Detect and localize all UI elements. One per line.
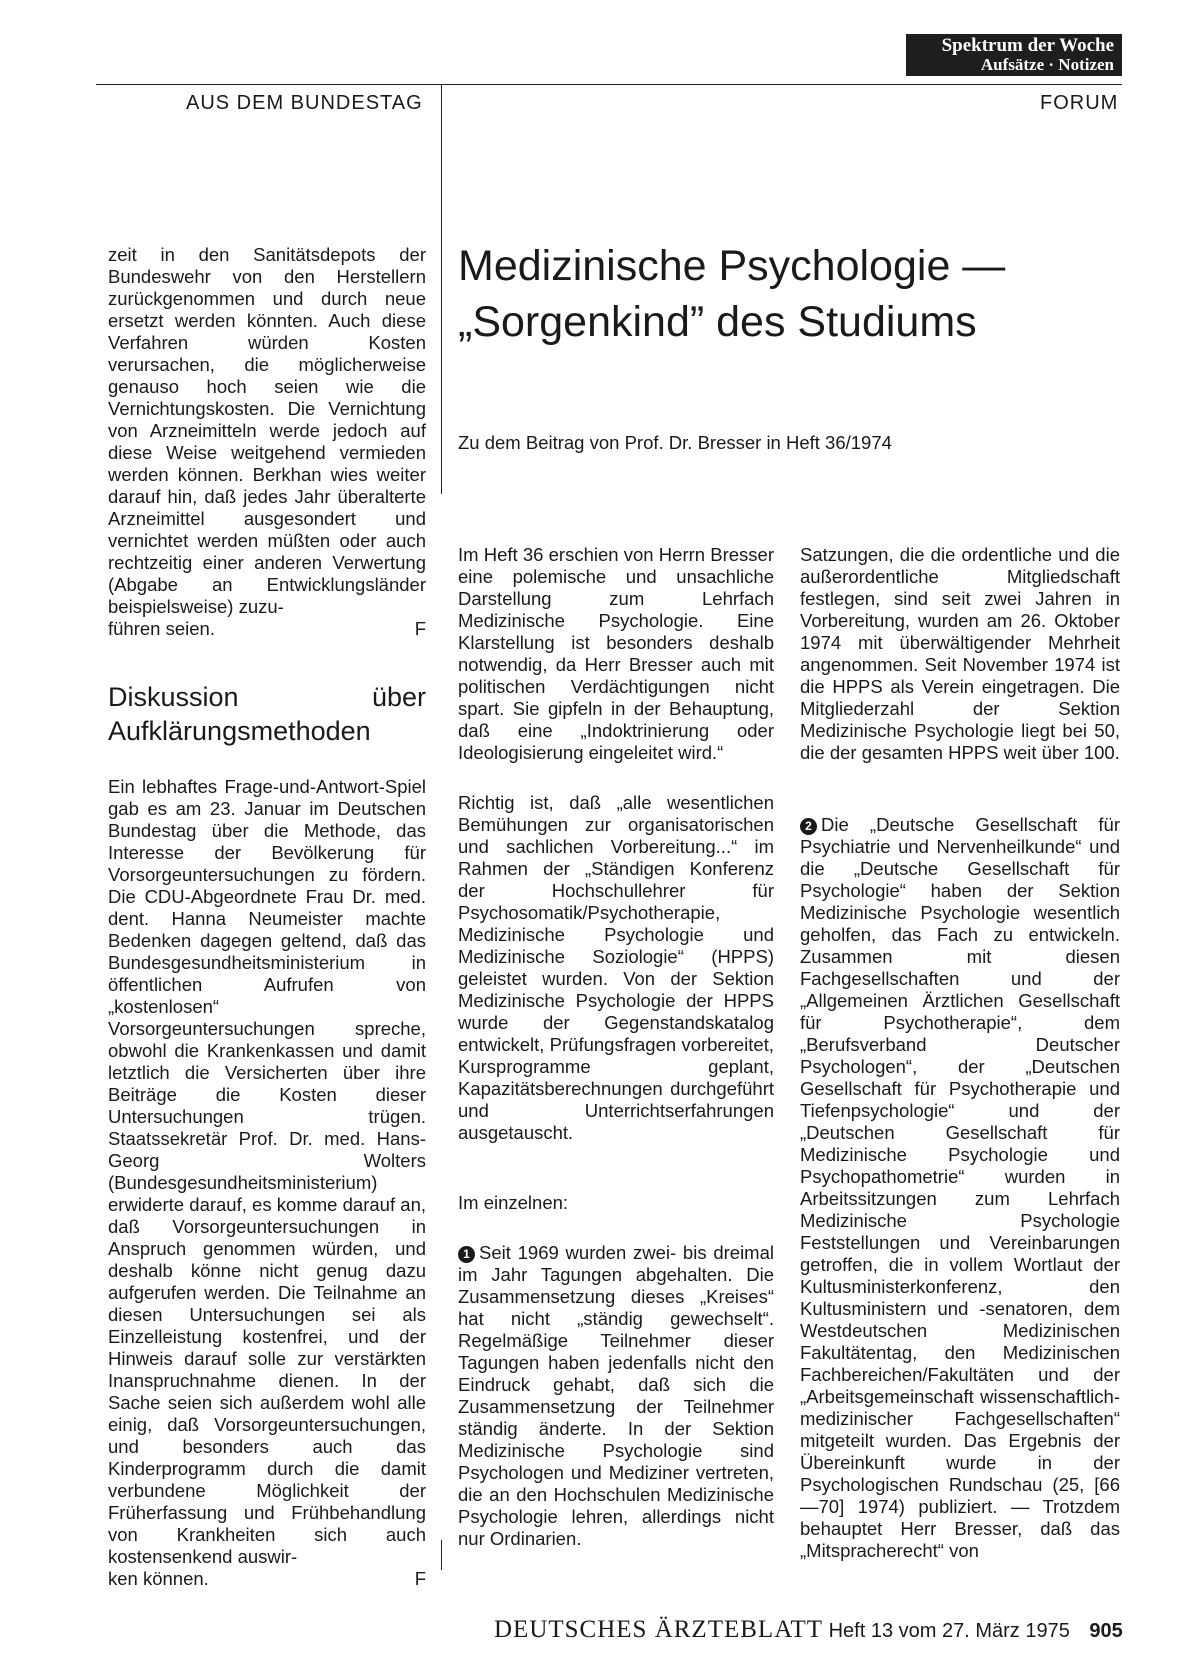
header-rule-left [96, 84, 442, 85]
middle-paragraph-4 [458, 1242, 774, 1550]
middle-paragraph-3: Im einzelnen: [458, 1192, 569, 1213]
middle-paragraph-2: Richtig ist, daß „alle wesentlichen Bemühungen zur organisatorischen und sachlichen Vorbereitung...“ im Rahmen der „Ständigen Konferenz der Hochschullehrer für Psychosomatik/Psychotherapie, Medizinische Psychologie und Medizinische Soziologie“ (HPPS) geleistet wurden. Von der Sektion Medizinische Psychologie der HPPS wurde der Gegenstandskatalog entwickelt, Prüfungsfragen vorbereitet, Kursprogramme geplant, Kapazitätsberechnungen durchgeführt und Unterrichtserfahrungen ausgetauscht. [458, 792, 774, 1143]
left-paragraph-1-end [108, 618, 426, 640]
article-subtitle: Zu dem Beitrag von Prof. Dr. Bresser in Heft 36/1974 [458, 432, 892, 453]
middle-paragraph-4-text: Seit 1969 wurden zwei- bis dreimal im Jahr Tagungen abgehalten. Die Zusammensetzung dieses „Kreises“ hat nicht „ständig gewechselt“. Regelmäßige Teilnehmer dieser Tagungen haben jedenfalls nicht den Eindruck gehabt, daß sich die Zusammensetzung der Teilnehmer ständig änderte. In der Sektion Medizinische Psychologie sind Psychologen und Mediziner vertreten, die an den Hochschulen Medizinische Psychologie lehren, allerdings nicht nur Ordinarien. [458, 1242, 774, 1549]
point-1-marker: 1 [458, 1246, 475, 1263]
article-title [458, 238, 1098, 350]
header-rule-right [441, 84, 1122, 85]
middle-column [458, 544, 774, 1550]
section-label-right: FORUM [1040, 92, 1119, 114]
badge-line-1: Spektrum der Woche [941, 35, 1114, 56]
page-number: 905 [1089, 1620, 1123, 1642]
issue-info: Heft 13 vom 27. März 1975 [828, 1620, 1070, 1642]
right-paragraph-1: Satzungen, die die ordentliche und die außerordentliche Mitgliedschaft festlegen, sind seit zwei Jahren in Vorbereitung, wurden am 26. Oktober 1974 mit überwältigender Mehrheit angenommen. Seit November 1974 ist die HPPS als Verein eingetragen. Die Mitgliederzahl der Sektion Medizinische Psychologie liegt bei 50, die der gesamten HPPS weit über 100. [800, 544, 1120, 763]
right-column [800, 544, 1120, 1562]
middle-paragraph-1: Im Heft 36 erschien von Herrn Bresser eine polemische und unsachliche Darstellung zum Lehrfach Medizinische Psychologie. Eine Klarstellung ist besonders deshalb notwendig, da Herr Bresser auch mit politischen Verdächtigungen nicht spart. Sie gipfeln in der Behauptung, daß eine „Indoktrinierung oder Ideologisierung eingeleitet wird.“ [458, 544, 774, 763]
section-label-left: AUS DEM BUNDESTAG [186, 92, 423, 114]
column-divider [441, 84, 442, 494]
left-paragraph-1: zeit in den Sanitätsdepots der Bundeswehr von den Herstellern zurückgenommen und durch neue ersetzt werden könnten. Auch diese Verfahren würden Kosten verursachen, die möglicherweise genauso hoch seien wie die Vernichtungskosten. Die Vernichtung von Arzneimitteln werde jedoch auf diese Weise weitgehend vermieden werden können. Berkhan wies weiter darauf hin, daß jedes Jahr überalterte Arzneimittel ausgesondert und vernichtet werden müßten oder auch rechtzeitig einer anderen Verwertung (Abgabe an Entwicklungsländer beispielsweise) zuzu- [108, 244, 426, 617]
article-title-line-2: „Sorgenkind” des Studiums [458, 298, 977, 346]
column-divider-bottom [441, 1540, 442, 1570]
point-2-marker: 2 [800, 818, 817, 835]
left-paragraph-2-end [108, 1568, 426, 1590]
left-paragraph-2-last-line: ken können. [108, 1568, 209, 1589]
right-paragraph-2-text: Die „Deutsche Gesellschaft für Psychiatrie und Nervenheilkunde“ und die „Deutsche Gesellschaft für Psychologie“ haben der Sektion Medizinische Psychologie wesentlich geholfen, das Fach zu entwickeln. Zusammen mit diesen Fachgesellschaften und der „Allgemeinen Ärztlichen Gesellschaft für Psychotherapie“, dem „Berufsverband Deutscher Psychologen“, der „Deutschen Gesellschaft für Psychotherapie und Tiefenpsychologie“ und der „Deutschen Gesellschaft für Medizinische Psychologie und Psychopathometrie“ wurden in Arbeitssitzungen zum Lehrfach Medizinische Psychologie Feststellungen und Vereinbarungen getroffen, die in vollem Wortlaut der Kultusministerkonferenz, den Kultusministern und -senatoren, dem Westdeutschen Medizinischen Fakultätentag, den Medizinischen Fachbereichen/Fakultäten und der „Arbeitsgemeinschaft wissenschaftlich-medizinischer Fachgesellschaften“ mitgeteilt wurden. Das Ergebnis der Übereinkunft wurde in der Psychologischen Rundschau (25, [66—70] 1974) publiziert. — Trotzdem behauptet Herr Bresser, daß das „Mitspracherecht“ von [800, 814, 1120, 1561]
author-signature: F [414, 618, 426, 639]
right-paragraph-2 [800, 814, 1120, 1562]
section-badge [906, 34, 1122, 76]
page-footer [494, 1616, 1123, 1644]
section-heading: Diskussion über Aufklärungsmethoden [108, 682, 426, 746]
left-column [108, 244, 426, 1590]
article-title-line-1: Medizinische Psychologie — [458, 242, 1006, 290]
left-paragraph-2: Ein lebhaftes Frage-und-Antwort-Spiel gab es am 23. Januar im Deutschen Bundestag über die Methode, das Interesse der Bevölkerung für Vorsorgeuntersuchungen zu fördern. Die CDU-Abgeordnete Frau Dr. med. dent. Hanna Neumeister machte Bedenken dagegen geltend, daß das Bundesgesundheitsministerium in öffentlichen Aufrufen von „kostenlosen“ Vorsorgeuntersuchungen spreche, obwohl die Krankenkassen und damit letztlich die Versicherten über ihre Beiträge die Kosten dieser Untersuchungen trügen. Staatssekretär Prof. Dr. med. Hans-Georg Wolters (Bundesgesundheitsministerium) erwiderte darauf, es komme darauf an, daß Vorsorgeuntersuchungen in Anspruch genommen würden, und deshalb könne nicht genug dazu aufgerufen werden. Die Teilnahme an diesen Untersuchungen sei als Einzelleistung kostenfrei, und der Hinweis darauf solle zur verstärkten Inanspruchnahme dienen. In der Sache seien sich außerdem wohl alle einig, daß Vorsorgeuntersuchungen, und besonders auch das Kinderprogramm durch die damit verbundene Möglichkeit der Früherfassung und Frühbehandlung von Krankheiten sich auch kostensenkend auswir- [108, 776, 426, 1567]
left-paragraph-1-last-line: führen seien. [108, 618, 215, 639]
badge-line-2: Aufsätze · Notizen [980, 55, 1114, 74]
magazine-name: DEUTSCHES ÄRZTEBLATT [494, 1616, 824, 1643]
author-signature: F [414, 1568, 426, 1589]
